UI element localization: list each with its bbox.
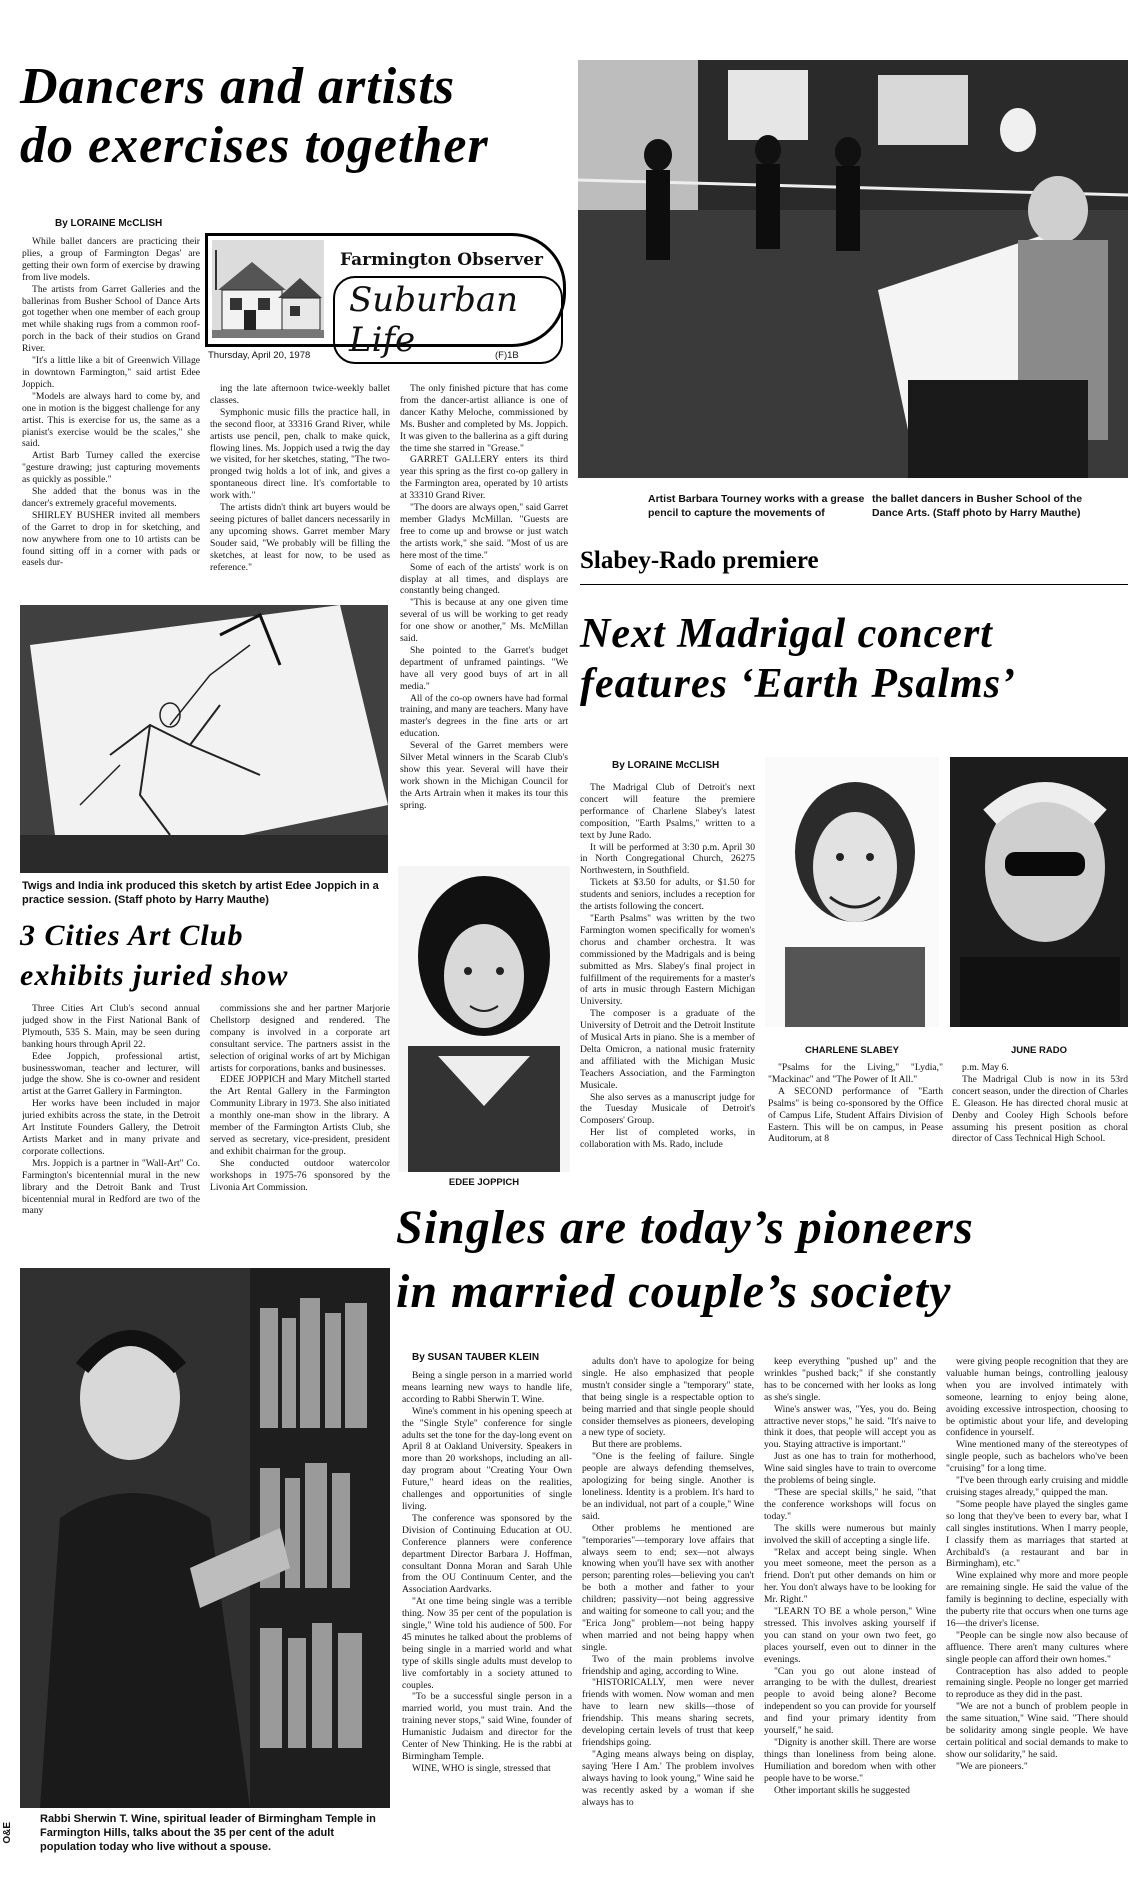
paragraph: "Some people have played the singles game so long that they've been to every bar, what I call singles institutions. When I marry people, I classify them as marriages that started at Archibald's (a restaurant and bar in Birmingham), etc." <box>946 1498 1128 1570</box>
paragraph: Wine's answer was, "Yes, you do. Being attractive never stops," he said. "It's naive to think it does, that people will accept you as you. Staying attractive is important." <box>764 1403 936 1451</box>
rabbi-wine-photo <box>20 1268 390 1808</box>
paragraph: "At one time being single was a terrible thing. Now 35 per cent of the population is single," Wine told his audience of 500. For 45 minutes he talked about the problems of being single in a married world and what type of skills single adults must develop to live comfortably in a society attuned to couples. <box>402 1596 572 1691</box>
madrigal-byline: By LORAINE McCLISH <box>612 760 720 771</box>
madrigal-headline-line1: Next Madrigal concert <box>580 611 993 657</box>
paragraph: WINE, WHO is single, stressed that <box>412 1762 551 1774</box>
paragraph: Her list of completed works, in collaboration with Ms. Rado, include <box>580 1127 755 1151</box>
madrigal-col3 <box>952 1062 1128 1180</box>
paragraph: commissions she and her partner Marjorie Chellstorp designed and rendered. The company is involved in a corporate art consultant service. The partners assist in the selection of original works of art by Michigan artists for corporations, banks and businesses. <box>210 1003 390 1074</box>
singles-headline <box>396 1203 1136 1318</box>
paragraph: Contraception has also added to people remaining single. People no longer get married to reproduce as they did in the past. <box>946 1665 1128 1701</box>
paragraph: Just as one has to train for motherhood, Wine said singles have to train to overcome the problems of being single. <box>764 1451 936 1487</box>
paragraph: Other important skills he suggested <box>774 1784 910 1796</box>
paragraph: ing the late afternoon twice-weekly ballet classes. <box>210 383 390 406</box>
art-club-col2 <box>210 1003 390 1248</box>
paragraph: EDEE JOPPICH and Mary Mitchell started the Art Rental Gallery in the Farmington Community Library in 1973. She also initiated a monthly one-man show in the library. A member of the Farmington Artists Club, she served as secretary, vice-president, president and exhibit chairman for the group. <box>210 1074 390 1157</box>
madrigal-headline <box>580 612 1140 706</box>
paragraph: Two of the main problems involve friendship and aging, according to Wine. <box>582 1653 754 1677</box>
paragraph: All of the co-op owners have had formal training, and many are teachers. Many have master's degrees in the fine arts or art education. <box>400 692 568 740</box>
paragraph: "This is because at any one given time several of us will be working to get ready for one show or another," Ms. McMillan said. <box>400 597 568 645</box>
paragraph: Three Cities Art Club's second annual judged show in the First National Bank of Plymouth, 535 S. Main, may be seen during banking hours through April 22. <box>22 1003 200 1050</box>
paragraph: "Models are always hard to come by, and one in motion is the biggest challenge for any artist. This is exercise for us, the same as a pianist's exercise would be the scales," she said. <box>22 390 200 450</box>
paragraph: The Madrigal Club of Detroit's next concert will feature the premiere performance of Charlene Slabey's latest composition, "Earth Psalms," written to a text by June Rado. <box>580 782 755 841</box>
dancer-sketch-photo <box>20 605 388 873</box>
paragraph: Tickets at $3.50 for adults, or $1.50 for students and seniors, includes a reception for the artists following the concert. <box>580 877 755 913</box>
paragraph: "LEARN TO BE a whole person," Wine stressed. This involves asking yourself if you can stand on your own two feet, go places yourself, even out to dinner in the evenings. <box>764 1606 936 1665</box>
paragraph: "Earth Psalms" was written by the two Farmington women specifically for women's chorus and chamber orchestra. It was commissioned by the Madrigals and is being submitted as Mrs. Slabey's final project in fulfillment of the requirements for a master's of arts in music through Eastern Michigan University. <box>580 912 755 1008</box>
paragraph: "I've been through early cruising and middle cruising stages already," quipped the man. <box>946 1475 1128 1498</box>
paragraph: Artist Barb Turney called the exercise "gesture drawing; just capturing movements as quickly as possible." <box>22 450 200 486</box>
dancers-byline: By LORAINE McCLISH <box>55 218 163 229</box>
paragraph: But there are problems. <box>592 1439 683 1451</box>
madrigal-col2 <box>768 1062 943 1180</box>
paragraph: The artists from Garret Galleries and the ballerinas from Busher School of Dance Arts got together when one member of each group met while shaking rugs from a common roof-porch in the back of their studios on Grand River. <box>22 283 200 355</box>
paragraph: The skills were numerous but mainly involved the skill of accepting a single life. <box>764 1522 936 1546</box>
paragraph: SHIRLEY BUSHER invited all members of the Garret to drop in for sketching, and now anywhere from one to 10 artists can be found sitting off in a corner with pads or easels dur- <box>22 509 200 569</box>
paragraph: Mrs. Joppich is a partner in "Wall-Art" Co. Farmington's bicentennial mural in the new library and the Detroit Bank and Trust bicentennial mural in Redford are two of the many <box>22 1157 200 1217</box>
paragraph: "It's a little like a bit of Greenwich Village in downtown Farmington," said artist Edee Joppich. <box>22 355 200 390</box>
ballet-caption-right: the ballet dancers in Busher School of the Dance Arts. (Staff photo by Harry Mauthe) <box>872 493 1083 519</box>
paragraph: Wine explained why more and more people are remaining single. He said the value of the family is beginning to decline, especially with the puberty rite that occurs when one turns age 16—the driver's license. <box>946 1570 1128 1629</box>
madrigal-col1 <box>580 782 755 1242</box>
singles-byline: By SUSAN TAUBER KLEIN <box>412 1352 540 1363</box>
paragraph: The Madrigal Club is now in its 53rd concert season, under the direction of Charles E. Gleason. He has directed choral music at Denby and Cooley High Schools before assuming his present position as choral director of Cass Technical High School. <box>952 1073 1128 1145</box>
dancers-col3 <box>400 383 568 838</box>
paragraph: "Can you go out alone instead of arranging to be with the dullest, dreariest people to avoid being alone? Become independent so you can provide for yourself and find your primary identity from yourself," he said. <box>764 1665 936 1737</box>
paragraph: "Aging means always being on display, saying 'Here I Am.' The problem involves always having to look young," Wine said he was recently asked by a woman if she always has to <box>582 1748 754 1808</box>
paragraph: The composer is a graduate of the University of Detroit and the Detroit Institute of Musical Arts in piano. She is a member of Delta Omicron, a national music fraternity and affiliated with the Michigan Music Teachers Association, and the Farmington Musicale. <box>580 1008 755 1091</box>
dancers-headline-line2: do exercises together <box>20 116 489 174</box>
paragraph: She also serves as a manuscript judge for the Tuesday Musicale of Detroit's Composers' Group. <box>580 1091 755 1127</box>
paragraph: "HISTORICALLY, men were never friends with women. Now woman and men have to learn new skills—those of friendship. This means sharing secrets, developing certain levels of trust that keep friendships going. <box>582 1677 754 1748</box>
paragraph: Edee Joppich, professional artist, businesswoman, teacher and lecturer, will judge the show. She is co-owner and resident artist at the Garret Gallery in Farmington. <box>22 1050 200 1098</box>
paragraph: Being a single person in a married world means learning new ways to handle life, according to Rabbi Sherwin T. Wine. <box>402 1370 572 1405</box>
edee-joppich-caption: EDEE JOPPICH <box>448 1177 520 1188</box>
paragraph: While ballet dancers are practicing their plies, a group of Farmington Degas' are getting their own form of exercise by drawing from live models. <box>22 236 200 283</box>
art-club-headline-line2: exhibits juried show <box>20 958 289 992</box>
singles-col3 <box>764 1356 936 1878</box>
madrigal-headline-line2: features ‘Earth Psalms’ <box>580 661 1017 708</box>
paragraph: "We are pioneers." <box>956 1760 1028 1772</box>
masthead-page: (F)1B <box>495 350 519 361</box>
paragraph: p.m. May 6. <box>962 1062 1009 1073</box>
paragraph: Other problems he mentioned are "temporaries"—temporary love affairs that always seem to end; sex—not always knowing when you'll have sex with another person; parenting roles—believing you can't be both a mother and father to your children; passivity—not being aggressive and waiting for someone to call you; and the "Erica Jong" problem—not being happy when married and not being happy when single. <box>582 1522 754 1653</box>
paragraph: Her works have been included in major juried exhibits across the state, in the Detroit Art Institute Founders Gallery, the Detroit Artists Market and in many private and corporate collections. <box>22 1098 200 1157</box>
paragraph: "We are not a bunch of problem people in the same situation," Wine said. "There should be solidarity among single people. We have certain political and social demands to make to show our solidarity," he said. <box>946 1701 1128 1760</box>
paragraph: Wine's comment in his opening speech at the "Single Style" conference for single adults set the tone for the day-long event on April 8 at Oakland University. Speakers in more than 20 workshops, including an all-day program about "Creating Your Own Future," heard ideas on the realities, challenges and opportunities of single living. <box>402 1405 572 1512</box>
art-club-col1 <box>22 1003 200 1248</box>
paragraph: Symphonic music fills the practice hall, in the second floor, at 33316 Grand River, while artists use pencil, pen, chalk to make quick, flowing lines. Ms. Joppich used a twig the day we visited, for her sketches, stating, "The two-pronged twig holds a lot of ink, and gives a spontaneous direct line. It's comfortable to work with." <box>210 406 390 502</box>
madrigal-kicker: Slabey-Rado premiere <box>580 547 819 574</box>
dancers-col1 <box>22 236 200 598</box>
june-rado-photo <box>950 757 1128 1027</box>
dancers-headline-line1: Dancers and artists <box>20 58 456 115</box>
masthead-date: Thursday, April 20, 1978 <box>208 350 311 361</box>
ballet-class-photo <box>578 60 1128 478</box>
masthead-section-name: Suburban Life <box>333 276 563 364</box>
paragraph: It will be performed at 3:30 p.m. April 30 in North Congregational Church, 26275 Northwestern, in Southfield. <box>580 841 755 877</box>
june-rado-caption: JUNE RADO <box>1011 1045 1067 1056</box>
charlene-slabey-caption: CHARLENE SLABEY <box>805 1045 899 1056</box>
paragraph: were giving people recognition that they are valuable human beings, controlling jealousy when you are involved intimately with someone, learning to enjoy being alone, avoiding excessive introspection, choosing to be optimistic about your life, and developing confidence in yourself. <box>946 1356 1128 1439</box>
paragraph: "Relax and accept being single. When you meet someone, meet the person as a friend. Don't put other demands on him or her. You don't always have to be looking for Mr. Right." <box>764 1546 936 1606</box>
singles-headline-line1: Singles are today’s pioneers <box>396 1201 974 1254</box>
edee-joppich-photo <box>398 866 570 1172</box>
art-club-headline <box>20 920 400 991</box>
paragraph: adults don't have to apologize for being single. He also emphasized that people mustn't consider single a "temporary" state, that being single is a respectable option to being married and that single people should consider themselves as pioneers, developing a new type of society. <box>582 1356 754 1439</box>
paragraph: keep everything "pushed up" and the wrinkles "pushed back;" if she constantly has to be concerned with her looks as long as she's single. <box>764 1356 936 1403</box>
paragraph: "To be a successful single person in a married world, you must train. And the training never stops," said Wine, founder of Humanistic Judaism and director for the Center of New Thinking. He is the rabbi at Birmingham Temple. <box>402 1691 572 1762</box>
paragraph: The artists didn't think art buyers would be seeing pictures of ballet dancers necessarily in any upcoming shows. Garret member Mary Souder said, "We probably will be filling the sketches, at least for now, to be used as reference." <box>210 502 390 573</box>
paragraph: Some of each of the artists' work is on display at all times, and displays are constantly being changed. <box>400 561 568 597</box>
sketch-caption: Twigs and India ink produced this sketch by artist Edee Joppich in a practice session. (Staff photo by Harry Mauthe) <box>22 880 379 906</box>
charlene-slabey-photo <box>765 757 939 1027</box>
dancers-col2 <box>210 383 390 598</box>
paragraph: "The doors are always open," said Garret member Gladys McMillan. "Guests are free to come up and browse or just watch the artists work," she said. "Most of us are here most of the time." <box>400 502 568 561</box>
art-club-headline-line1: 3 Cities Art Club <box>20 919 244 952</box>
paragraph: "Dignity is another skill. There are worse things than loneliness from being alone. Humiliation and boredom when with other people have to be worse." <box>764 1737 936 1784</box>
masthead-paper-name: Farmington Observer <box>340 250 543 270</box>
paragraph: "These are special skills," he said, "that the conference workshops will focus on today." <box>764 1486 936 1522</box>
paragraph: "Psalms for the Living," "Lydia," "Mackinac" and "The Power of It All." <box>768 1062 943 1085</box>
paragraph: A SECOND performance of "Earth Psalms" is being co-sponsored by the Office of Campus Life, Student Affairs Division of Eastern. This will be on campus, in Pease Auditorum, at 8 <box>768 1085 943 1145</box>
rabbi-wine-caption: Rabbi Sherwin T. Wine, spiritual leader of Birmingham Temple in Farmington Hills, talks about the 35 per cent of the adult population today who live without a spouse. <box>40 1813 376 1853</box>
paragraph: She pointed to the Garret's budget department of unframed paintings. "We have all very good buys of art in all media." <box>400 644 568 692</box>
paragraph: GARRET GALLERY enters its third year this spring as the first co-op gallery in the Farmington area, operated by 10 artists at 33310 Grand River. <box>400 454 568 502</box>
singles-col4 <box>946 1356 1128 1878</box>
paragraph: "People can be single now also because of affluence. There aren't many cultures where single people can afford their own homes." <box>946 1629 1128 1665</box>
paragraph: "One is the feeling of failure. Single people are always defending themselves, apologizing for being single. Another is loneliness. Identity is a problem. It's hard to be an individual, not part of a couple," Wine said. <box>582 1451 754 1522</box>
singles-col2 <box>582 1356 754 1878</box>
paragraph: Wine mentioned many of the stereotypes of single people, such as bachelors who've been "cruising" for a long time. <box>946 1439 1128 1475</box>
madrigal-kicker-rule <box>580 584 1128 585</box>
dancers-headline <box>20 60 580 173</box>
paragraph: She conducted outdoor watercolor workshops in 1975-76 sponsored by the Livonia Art Commission. <box>210 1157 390 1193</box>
paragraph: She added that the bonus was in the dancer's extremely graceful movements. <box>22 486 200 509</box>
singles-col1 <box>402 1370 572 1878</box>
paragraph: Several of the Garret members were Silver Metal winners in the Scarab Club's show this year. Several will have their work shown in the Michigan Council for the Arts Artrain when it makes its tour this spring. <box>400 740 568 811</box>
singles-headline-line2: in married couple’s society <box>396 1265 952 1319</box>
paragraph: The conference was sponsored by the Division of Continuing Education at OU. Conference planners were conference department Director Barbara J. Hoffman, consultant Donna Moran and Sarah Uhle from the OU Continuum Center, and the Association Aardvarks. <box>402 1512 572 1596</box>
house-illustration <box>212 240 324 338</box>
ballet-caption-left: Artist Barbara Tourney works with a grease pencil to capture the movements of <box>648 493 865 519</box>
paragraph: The only finished picture that has come from the dancer-artist alliance is one of dancer Kathy Meloche, commissioned by Ms. Busher and completed by Ms. Joppich. It was given to the ballerina as a gift during the time she starred in "Grease." <box>400 383 568 454</box>
page-side-code: O&E <box>2 1822 13 1844</box>
